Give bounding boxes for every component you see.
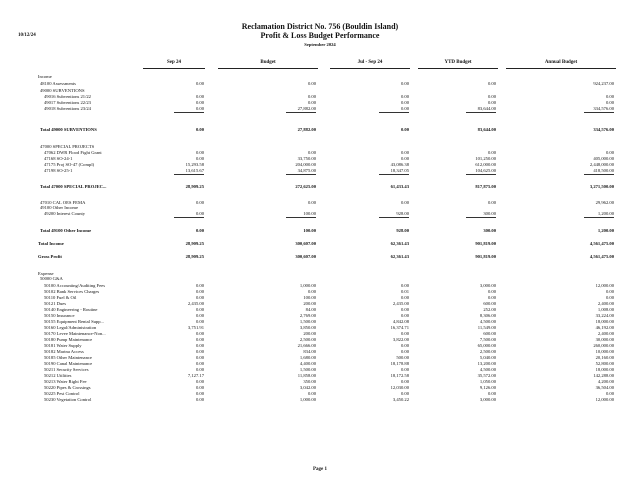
cell-value: 350.00: [303, 379, 316, 384]
cell-value: 0.00: [195, 319, 204, 324]
cell-value: 1,008.00: [597, 307, 614, 312]
cell-value: 901,819.00: [475, 254, 496, 259]
column-header-budget: Budget: [260, 60, 276, 65]
subtotal-rule: [379, 174, 409, 175]
table-row: [0, 106, 640, 112]
cell-value: 11,549.00: [477, 325, 496, 330]
cell-value: 33,224.00: [595, 313, 614, 318]
cell-value: 0.00: [195, 355, 204, 360]
subtotal-rule: [286, 217, 316, 218]
cell-value: 272,625.00: [295, 184, 316, 189]
row-label: 50213 Water Right Fee: [44, 379, 87, 384]
cell-value: 928.00: [396, 228, 409, 233]
cell-value: 0.00: [195, 94, 204, 99]
cell-value: 300.00: [483, 228, 496, 233]
cell-value: 11,858.00: [297, 373, 316, 378]
cell-value: 0.00: [195, 295, 204, 300]
cell-value: 62,361.43: [390, 241, 409, 246]
cell-value: 3,751.91: [187, 325, 204, 330]
row-label: 50121 Dues: [44, 301, 67, 306]
cell-value: 0.00: [400, 100, 409, 105]
cell-value: 62,361.43: [390, 254, 409, 259]
cell-value: 2,435.00: [392, 301, 409, 306]
row-label: 50140 Engineering - Routine: [44, 307, 98, 312]
row-label: 50185 Other Maintenance: [44, 355, 92, 360]
cell-value: 29,962.00: [595, 200, 614, 205]
row-label: Gross Profit: [38, 254, 62, 259]
row-label: Total 49100 Other Income: [40, 228, 92, 233]
cell-value: 600.00: [483, 331, 496, 336]
cell-value: 0.00: [400, 367, 409, 372]
cell-value: 5,040.00: [479, 355, 496, 360]
row-label: 48100 Assessments: [40, 81, 76, 86]
cell-value: 30,000.00: [595, 337, 614, 342]
cell-value: 0.00: [400, 156, 409, 161]
cell-value: 0.00: [307, 200, 316, 205]
cell-value: 0.00: [400, 307, 409, 312]
cell-value: 0.00: [605, 391, 614, 396]
cell-value: 0.00: [400, 295, 409, 300]
cell-value: 3,000.00: [479, 283, 496, 288]
cell-value: 27,882.00: [297, 127, 316, 132]
cell-value: 52,800.00: [595, 361, 614, 366]
cell-value: 418,500.00: [593, 168, 614, 173]
cell-value: 43,086.38: [390, 162, 409, 167]
cell-value: 0.00: [195, 361, 204, 366]
cell-value: 1,000.00: [299, 397, 316, 402]
cell-value: 7,500.00: [479, 337, 496, 342]
cell-value: 300.00: [483, 211, 496, 216]
cell-value: 4,400.00: [299, 361, 316, 366]
subtotal-rule: [286, 112, 316, 113]
cell-value: 15,293.58: [185, 162, 204, 167]
cell-value: 0.00: [195, 379, 204, 384]
row-label: 50150 Insurance: [44, 313, 75, 318]
cell-value: 0.00: [195, 81, 204, 86]
subtotal-rule: [466, 174, 496, 175]
cell-value: 2,400.00: [597, 301, 614, 306]
row-label: 50181 Water Supply: [44, 343, 82, 348]
cell-value: 0.00: [195, 289, 204, 294]
cell-value: 200.00: [303, 331, 316, 336]
cell-value: 12,030.00: [390, 385, 409, 390]
cell-value: 2,500.00: [299, 337, 316, 342]
row-label: 50180 Pump Maintenance: [44, 337, 93, 342]
page-number: Page 1: [312, 467, 328, 472]
cell-value: 83,644.00: [477, 106, 496, 111]
cell-value: 0.00: [487, 200, 496, 205]
cell-value: 0.00: [307, 94, 316, 99]
row-label: 50190 Canal Maintenance: [44, 361, 93, 366]
cell-value: 928.00: [396, 211, 409, 216]
cell-value: 101,250.00: [475, 156, 496, 161]
cell-value: 0.00: [400, 150, 409, 155]
cell-value: 83,644.00: [477, 127, 496, 132]
cell-value: 100.00: [303, 211, 316, 216]
row-label: 49000 SUBVENTIONS: [40, 88, 85, 93]
subtotal-rule: [584, 217, 614, 218]
cell-value: 12,000.00: [595, 283, 614, 288]
cell-value: 2,448,000.00: [589, 162, 614, 167]
cell-value: 0.00: [195, 349, 204, 354]
cell-value: 0.00: [605, 150, 614, 155]
cell-value: 0.00: [195, 100, 204, 105]
table-row: [0, 241, 640, 247]
table-row: [0, 211, 640, 217]
row-label: 50212 Utilities: [44, 373, 72, 378]
cell-value: 13,615.67: [185, 168, 204, 173]
cell-value: 0.01: [400, 289, 409, 294]
column-header-jul-sep24: Jul - Sep 24: [357, 60, 383, 65]
row-label: 47000 SPECIAL PROJECTS: [40, 144, 95, 149]
cell-value: 9,126.00: [479, 385, 496, 390]
cell-value: 0.00: [400, 127, 409, 132]
report-period: September 2024: [304, 42, 336, 47]
cell-value: 260,000.00: [593, 343, 614, 348]
cell-value: 18,172.58: [390, 373, 409, 378]
cell-value: 0.00: [400, 379, 409, 384]
row-label: Total Income: [38, 241, 64, 246]
cell-value: 100.00: [303, 295, 316, 300]
cell-value: 334,576.00: [593, 127, 614, 132]
cell-value: 18,000.00: [595, 319, 614, 324]
cell-value: 0.00: [195, 385, 204, 390]
cell-value: 0.00: [400, 331, 409, 336]
cell-value: 8,306.00: [479, 313, 496, 318]
table-row: [0, 74, 640, 80]
table-row: [0, 184, 640, 190]
cell-value: 21,666.00: [297, 343, 316, 348]
cell-value: 35,572.00: [477, 373, 496, 378]
row-label: Expense: [38, 271, 54, 276]
cell-value: 924,237.00: [593, 81, 614, 86]
cell-value: 0.00: [195, 106, 204, 111]
cell-value: 0.00: [487, 100, 496, 105]
cell-value: 4,842.08: [392, 319, 409, 324]
column-header-annual-budget: Annual Budget: [544, 60, 578, 65]
cell-value: 0.00: [400, 391, 409, 396]
row-label: Total 47000 SPECIAL PROJEC...: [40, 184, 107, 189]
cell-value: 27,882.00: [297, 106, 316, 111]
cell-value: 0.00: [307, 150, 316, 155]
subtotal-rule: [379, 112, 409, 113]
row-label: 49016 Subventions 21/22: [44, 94, 91, 99]
cell-value: 0.00: [605, 100, 614, 105]
column-header-sep24: Sep 24: [166, 60, 182, 65]
cell-value: 500.00: [396, 355, 409, 360]
row-label: 50220 Pipes & Crossings: [44, 385, 91, 390]
cell-value: 20,160.00: [595, 355, 614, 360]
subtotal-rule: [584, 112, 614, 113]
subtotal-rule: [174, 112, 204, 113]
cell-value: 405,000.00: [593, 156, 614, 161]
table-row: [0, 276, 640, 282]
cell-value: 3,822.00: [392, 337, 409, 342]
cell-value: 1,200.00: [597, 228, 614, 233]
cell-value: 0.00: [195, 211, 204, 216]
row-label: 50155 Equipment Rental Supp...: [44, 319, 104, 324]
row-label: 49017 Subventions 22/23: [44, 100, 91, 105]
cell-value: 2,435.00: [187, 301, 204, 306]
subtotal-rule: [174, 174, 204, 175]
table-row: [0, 397, 640, 403]
cell-value: 612,000.00: [475, 162, 496, 167]
row-label: 47175 Proj SO-47 (Compl): [44, 162, 95, 167]
row-label: 50100 Accounting/Auditing Fees: [44, 283, 105, 288]
cell-value: 0.00: [195, 200, 204, 205]
cell-value: 0.00: [195, 150, 204, 155]
cell-value: 334,576.00: [593, 106, 614, 111]
cell-value: 0.00: [400, 81, 409, 86]
cell-value: 7,127.17: [187, 373, 204, 378]
cell-value: 0.00: [307, 289, 316, 294]
row-label: 47198 SO-25-1: [44, 168, 73, 173]
table-row: [0, 168, 640, 174]
cell-value: 300,607.00: [295, 254, 316, 259]
column-header-ytd-budget: YTD Budget: [444, 60, 472, 65]
cell-value: 0.00: [400, 313, 409, 318]
row-label: 49100 Other Income: [40, 205, 79, 210]
cell-value: 65,000.00: [477, 343, 496, 348]
cell-value: 0.00: [605, 295, 614, 300]
cell-value: 204,000.00: [295, 162, 316, 167]
report-title: Reclamation District No. 756 (Bouldin Island): [241, 22, 399, 31]
row-label: 50102 Bank Services Charges: [44, 289, 100, 294]
cell-value: 0.00: [400, 349, 409, 354]
cell-value: 0.00: [195, 307, 204, 312]
subtotal-rule: [379, 217, 409, 218]
cell-value: 2,769.00: [299, 313, 316, 318]
cell-value: 84.00: [305, 307, 316, 312]
cell-value: 0.00: [307, 391, 316, 396]
cell-value: 0.00: [487, 81, 496, 86]
cell-value: 28,909.25: [185, 241, 204, 246]
cell-value: 0.00: [195, 127, 204, 132]
cell-value: 200.00: [303, 301, 316, 306]
cell-value: 100.00: [303, 228, 316, 233]
row-label: 50000 G&A: [40, 276, 63, 281]
cell-value: 0.00: [400, 94, 409, 99]
cell-value: 13,200.00: [477, 361, 496, 366]
cell-value: 4,500.00: [479, 319, 496, 324]
cell-value: 0.00: [195, 391, 204, 396]
cell-value: 12,000.00: [595, 397, 614, 402]
cell-value: 0.00: [195, 337, 204, 342]
cell-value: 2,400.00: [597, 331, 614, 336]
cell-value: 817,875.00: [475, 184, 496, 189]
cell-value: 0.00: [195, 313, 204, 318]
cell-value: 0.00: [195, 367, 204, 372]
cell-value: 0.00: [487, 295, 496, 300]
cell-value: 0.00: [400, 343, 409, 348]
row-label: 50230 Vegetation Control: [44, 397, 92, 402]
cell-value: 34,875.00: [297, 168, 316, 173]
row-label: Income: [38, 74, 52, 79]
cell-value: 0.00: [195, 283, 204, 288]
cell-value: 142,288.00: [593, 373, 614, 378]
cell-value: 0.00: [195, 331, 204, 336]
cell-value: 18,000.00: [595, 367, 614, 372]
row-label: 50170 Levee Maintenance-Non...: [44, 331, 106, 336]
cell-value: 1,500.00: [299, 319, 316, 324]
table-row: [0, 254, 640, 260]
cell-value: 3,450.22: [392, 397, 409, 402]
cell-value: 1,000.00: [299, 283, 316, 288]
row-label: 49200 Interest County: [44, 211, 86, 216]
cell-value: 4,200.00: [597, 379, 614, 384]
row-label: 47062 DWR Flood Fight Grant: [44, 150, 102, 155]
cell-value: 3,000.00: [479, 397, 496, 402]
cell-value: 2,500.00: [479, 349, 496, 354]
cell-value: 0.00: [605, 289, 614, 294]
row-label: 47168 SO-24-1: [44, 156, 73, 161]
row-label: 50160 Legal/Administration: [44, 325, 97, 330]
cell-value: 33,750.00: [297, 156, 316, 161]
cell-value: 901,819.00: [475, 241, 496, 246]
cell-value: 18,178.88: [390, 361, 409, 366]
cell-value: 36,504.00: [595, 385, 614, 390]
cell-value: 46,192.00: [595, 325, 614, 330]
subtotal-rule: [174, 217, 204, 218]
cell-value: 834.00: [303, 349, 316, 354]
cell-value: 4,561,475.00: [589, 254, 614, 259]
cell-value: 0.00: [400, 283, 409, 288]
cell-value: 0.00: [487, 391, 496, 396]
cell-value: 0.00: [400, 106, 409, 111]
cell-value: 0.00: [605, 94, 614, 99]
cell-value: 0.00: [195, 397, 204, 402]
cell-value: 4,500.00: [479, 367, 496, 372]
cell-value: 600.00: [483, 301, 496, 306]
cell-value: 0.00: [307, 100, 316, 105]
cell-value: 3,271,500.00: [589, 184, 614, 189]
cell-value: 3,042.00: [299, 385, 316, 390]
cell-value: 3,850.00: [299, 325, 316, 330]
row-label: 49018 Subventions 23/24: [44, 106, 91, 111]
print-date: 10/12/24: [18, 33, 36, 38]
row-label: 47010 CAL OES FEMA: [40, 200, 86, 205]
row-label: 50211 Security Services: [44, 367, 89, 372]
cell-value: 18,347.05: [390, 168, 409, 173]
cell-value: 1,200.00: [597, 211, 614, 216]
cell-value: 16,374.71: [390, 325, 409, 330]
table-row: [0, 228, 640, 234]
cell-value: 0.00: [195, 156, 204, 161]
cell-value: 0.00: [487, 150, 496, 155]
cell-value: 104,625.00: [475, 168, 496, 173]
cell-value: 61,433.43: [390, 184, 409, 189]
row-label: 50182 Marina Access: [44, 349, 84, 354]
cell-value: 4,561,475.00: [589, 241, 614, 246]
cell-value: 0.00: [400, 200, 409, 205]
row-label: 50110 Fuel & Oil: [44, 295, 77, 300]
cell-value: 10,000.00: [595, 349, 614, 354]
table-row: [0, 127, 640, 133]
cell-value: 1,050.00: [479, 379, 496, 384]
cell-value: 0.00: [487, 289, 496, 294]
cell-value: 0.00: [487, 94, 496, 99]
cell-value: 28,909.25: [185, 184, 204, 189]
table-row: [0, 81, 640, 87]
cell-value: 0.00: [195, 228, 204, 233]
subtotal-rule: [286, 174, 316, 175]
cell-value: 252.00: [483, 307, 496, 312]
cell-value: 28,909.25: [185, 254, 204, 259]
row-label: Total 49000 SUBVENTIONS: [40, 127, 97, 132]
cell-value: 1,500.00: [299, 367, 316, 372]
cell-value: 1,680.00: [299, 355, 316, 360]
cell-value: 0.00: [307, 81, 316, 86]
subtotal-rule: [584, 174, 614, 175]
subtotal-rule: [466, 112, 496, 113]
cell-value: 0.00: [195, 343, 204, 348]
cell-value: 300,607.00: [295, 241, 316, 246]
row-label: 50225 Pest Control: [44, 391, 80, 396]
report-subtitle: Profit & Loss Budget Performance: [260, 31, 380, 40]
subtotal-rule: [466, 217, 496, 218]
